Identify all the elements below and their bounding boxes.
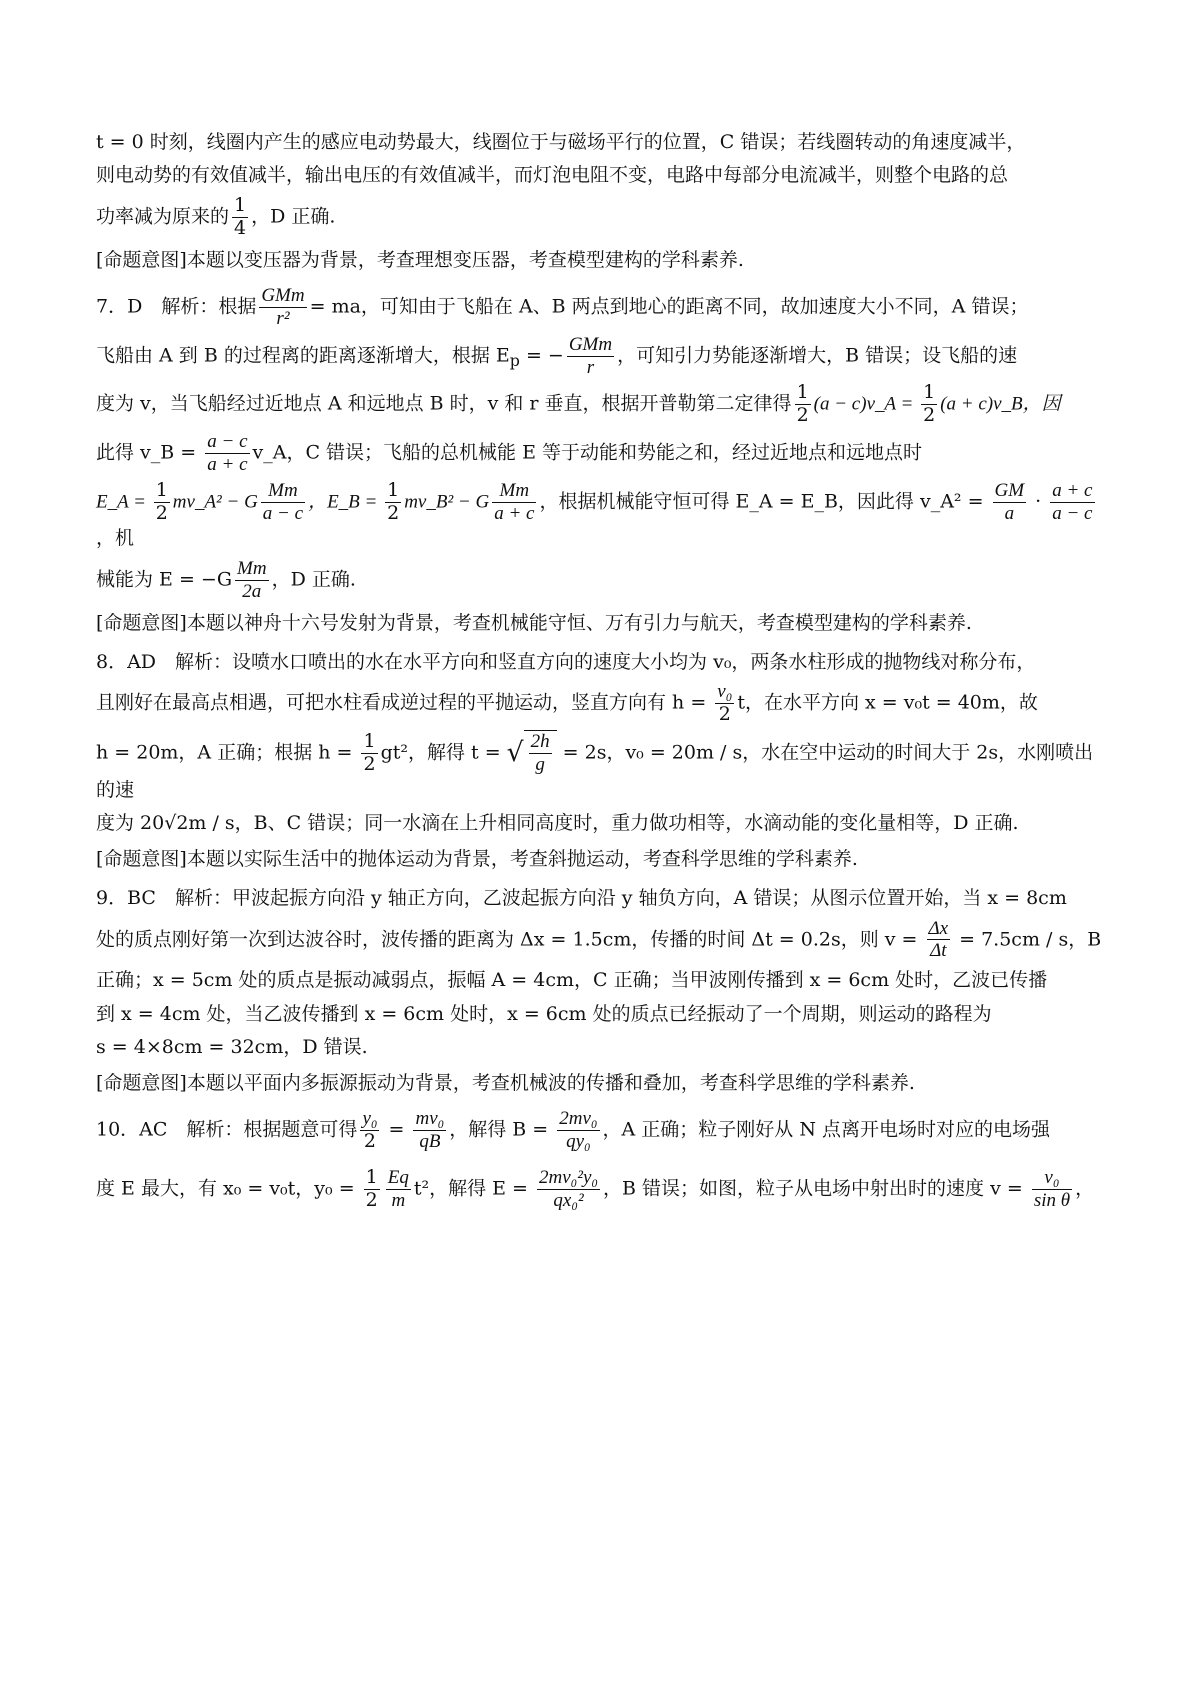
q6-line-2: 则电动势的有效值减半，输出电压的有效值减半，而灯泡电阻不变，电路中每部分电流减半，则整个电路的总	[96, 164, 1009, 187]
fraction: $\frac{Mm}{a + c}$	[494, 479, 535, 524]
fraction: $\frac{1}{2}$	[387, 478, 400, 524]
fraction: $\frac{Mm}{2a}$	[237, 557, 267, 602]
fraction: $\frac{a - c}{a + c}$	[207, 431, 248, 475]
q6-line-1: t = 0 时刻，线圈内产生的感应电动势最大，线圈位于与磁场平行的位置，C 错误；若线圈转动的角速度减半，	[96, 131, 1026, 153]
fraction: $\frac{\text{y₀}}{2}$	[362, 1108, 378, 1152]
q7-line-2: 飞船由 A 到 B 的过程离的距离逐渐增大，根据 $E_p$ = − $\frac{\text{GMm}}{r}$ ，可知引力势能逐渐增大，B 错误；设飞船的速	[96, 333, 1018, 378]
q10-line-1: 10．AC 解析：根据题意可得 $\frac{\text{y₀}}{2}$ = $\frac{\text{mv₀}}{qB}$ ，解得 B = $\frac{\text{2mv₀}}{\text{qy₀}}$ ，A 正确；粒子刚好从 N 点离开电场时对应的电场强	[96, 1108, 1050, 1152]
q7-line-6: 械能为 E = −G $\frac{Mm}{2a}$ ，D 正确.	[96, 557, 356, 602]
fraction: $\frac{Mm}{a - c}$	[262, 479, 304, 524]
q8-intent: [命题意图]本题以实际生活中的抛体运动为背景，考查斜抛运动，考查科学思维的学科素养.	[96, 847, 858, 870]
fraction: $\frac{\text{v₀}}{\text{sin θ}}$	[1033, 1166, 1071, 1211]
fraction: $\frac{1}{2}$	[155, 478, 168, 524]
solution-page	[96, 128, 1112, 1215]
q7-line-1: 7．D 解析：根据 $\frac{\text{GMm}}{\text{r²}}$ = ma，可知由于飞船在 A、B 两点到地心的距离不同，故加速度大小不同，A 错误；	[96, 285, 1029, 329]
q6-intent: [命题意图]本题以变压器为背景，考查理想变压器，考查模型建构的学科素养.	[96, 248, 744, 271]
fraction: $\frac{\text{GMm}}{r}$	[568, 333, 613, 378]
q9-line-3: 正确；x = 5cm 处的质点是振动减弱点，振幅 A = 4cm，C 正确；当甲波刚传播到 x = 6cm 处时，乙波已传播	[96, 969, 1048, 992]
q9-line-4: 到 x = 4cm 处，当乙波传播到 x = 6cm 处时，x = 6cm 处的质点已经振动了一个周期，则运动的路程为	[96, 1002, 992, 1025]
q7-line-5: E_A = $\frac{1}{2}$ mv_A² − G $\frac{Mm}{a - c}$ ，E_B = $\frac{1}{2}$ mv_B² − G $\frac{Mm}{a + c}$ ，根据机械能守恒可得 E_A = E_B，因此得 v_A² = $\frac{GM}{a}$ · $\frac{a + c}{a - c}$ ，机	[96, 478, 1093, 550]
fraction: $\frac{1}{2}$	[365, 1165, 378, 1211]
q7-line-3: 度为 v，当飞船经过近地点 A 和远地点 B 时，v 和 r 垂直，根据开普勒第二定律得 $\frac{1}{2}$ (a − c)v_A = $\frac{1}{2}$ (a + c)v_B，因	[96, 381, 1061, 427]
fraction: $\frac{GM}{a}$	[994, 479, 1025, 524]
fraction: $\frac{\text{2mv₀}}{\text{qy₀}}$	[559, 1108, 598, 1152]
q9-line-1: 9．BC 解析：甲波起振方向沿 y 轴正方向，乙波起振方向沿 y 轴负方向，A 错误；从图示位置开始，当 x = 8cm	[96, 887, 1067, 910]
q8-line-2: 且刚好在最高点相遇，可把水柱看成逆过程的平抛运动，竖直方向有 h = $\frac{\text{v₀}}{2}$ t，在水平方向 x = v₀t = 40m，故	[96, 681, 1038, 726]
q10-line-2: 度 E 最大，有 x₀ = v₀t，y₀ = $\frac{1}{2}$ $\frac{Eq}{m}$ t²，解得 E = $\frac{\text{2mv₀²y₀}}{\text{qx₀²}}$ ，B 错误；如图，粒子从电场中射出时的速度 v = $\frac{\text{v₀}}{\text{sin θ}}$ ，	[96, 1165, 1095, 1211]
fraction: $\frac{\text{v₀}}{2}$	[717, 681, 733, 726]
fraction: $\frac{\text{mv₀}}{qB}$	[415, 1108, 445, 1152]
fraction: $\frac{\Delta x}{\Delta t}$	[928, 917, 949, 962]
q9-line-5: s = 4×8cm = 32cm，D 错误.	[96, 1036, 368, 1059]
square-root: √ $\frac{2h}{g}$	[507, 730, 557, 776]
q7-intent: [命题意图]本题以神舟十六号发射为背景，考查机械能守恒、万有引力与航天，考查模型建构的学科素养.	[96, 611, 972, 634]
q8-line-4: 度为 20√2m / s，B、C 错误；同一水滴在上升相同高度时，重力做功相等，水滴动能的变化量相等，D 正确.	[96, 812, 1019, 835]
q9-intent: [命题意图]本题以平面内多振源振动为背景，考查机械波的传播和叠加，考查科学思维的学科素养.	[96, 1071, 915, 1094]
fraction: $\frac{a + c}{a - c}$	[1052, 479, 1093, 524]
fraction: $\frac{1}{4}$	[234, 193, 247, 239]
fraction: $\frac{1}{2}$	[796, 381, 809, 427]
q9-line-2: 处的质点刚好第一次到达波谷时，波传播的距离为 Δx = 1.5cm，传播的时间 Δt = 0.2s，则 v = $\frac{\Delta x}{\Delta t}$ = 7.5cm / s，B	[96, 917, 1102, 962]
q8-line-3: h = 20m，A 正确；根据 h = $\frac{1}{2}$ gt²，解得 t = √ $\frac{2h}{g}$ = 2s，v₀ = 20m / s，水在空中运动的时间大于 2s，水刚喷出的速	[96, 730, 1094, 801]
q7-line-4: 此得 v_B = $\frac{a - c}{a + c}$ v_A，C 错误；飞船的总机械能 E 等于动能和势能之和，经过近地点和远地点时	[96, 431, 922, 475]
fraction: $\frac{Eq}{m}$	[387, 1166, 409, 1211]
fraction: $\frac{\text{GMm}}{\text{r²}}$	[261, 285, 305, 329]
q8-line-1: 8．AD 解析：设喷水口喷出的水在水平方向和竖直方向的速度大小均为 v₀，两条水柱形成的抛物线对称分布，	[96, 651, 1036, 673]
fraction: $\frac{1}{2}$	[363, 730, 376, 775]
q6-line-3: 功率减为原来的 $\frac{1}{4}$ ，D 正确.	[96, 193, 336, 239]
fraction: $\frac{1}{2}$	[923, 381, 936, 427]
fraction: $\frac{\text{2mv₀²y₀}}{\text{qx₀²}}$	[539, 1166, 599, 1211]
